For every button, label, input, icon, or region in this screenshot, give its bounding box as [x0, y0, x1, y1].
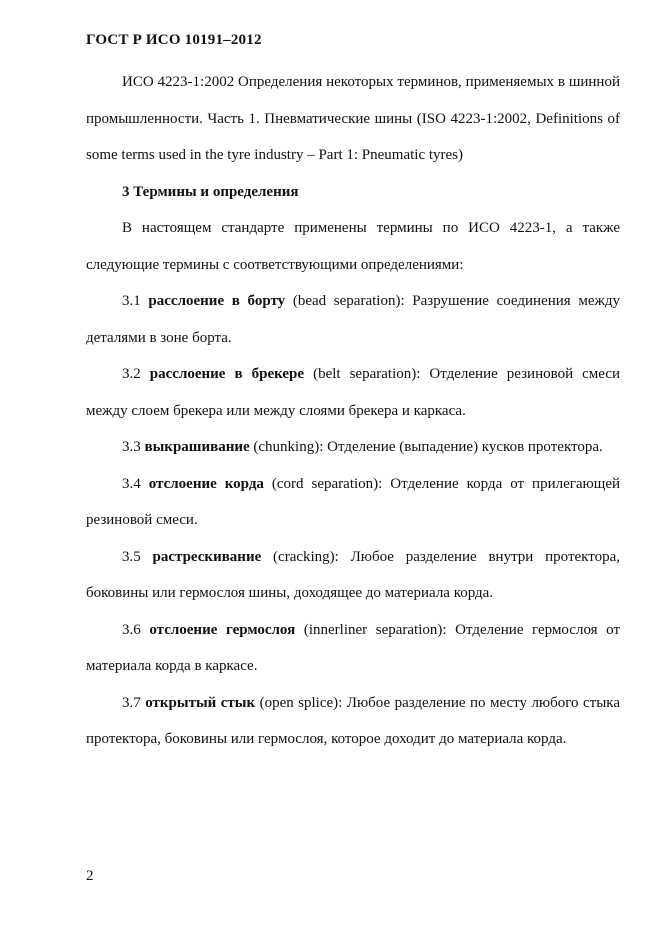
- term-number: 3.7: [122, 694, 141, 711]
- term-number: 3.4: [122, 475, 141, 492]
- term-item: [86, 283, 620, 356]
- term-name: выкрашивание: [144, 439, 250, 455]
- term-number: 3.3: [122, 439, 141, 455]
- term-definition: (open splice): Любое разделение по месту любого стыка протектора, боковины или гермослоя, которое доходит до материала корда.: [86, 694, 621, 747]
- term-definition: (chunking): Отделение (выпадение) кусков протектора.: [253, 439, 603, 455]
- term-definition: (belt separation): Отделение резиновой смеси между слоем брекера или между слоями брекера и каркаса.: [86, 366, 621, 419]
- term-definition: (cracking): Любое разделение внутри протектора, боковины или гермослоя шины, доходящее до материала корда.: [86, 548, 621, 601]
- term-number: 3.1: [122, 293, 141, 309]
- document-header: ГОСТ Р ИСО 10191–2012: [86, 32, 262, 48]
- term-name: расслоение в брекере: [149, 366, 305, 382]
- term-name: расслоение в борту: [148, 293, 286, 309]
- term-number: 3.2: [122, 366, 141, 382]
- term-number: 3.5: [122, 548, 141, 565]
- section-heading: 3 Термины и определения: [122, 183, 299, 200]
- term-name: отслоение гермослоя: [149, 621, 296, 638]
- page-number: 2: [86, 868, 94, 884]
- term-item: [86, 685, 620, 758]
- term-item: [86, 356, 620, 429]
- term-item: [86, 466, 620, 539]
- term-definition: (innerliner separation): Отделение гермослоя от материала корда в каркасе.: [86, 621, 621, 674]
- document-body: [86, 64, 620, 758]
- reference-paragraph: ИСО 4223-1:2002 Определения некоторых терминов, применяемых в шинной промышленности. Часть 1. Пневматические шины (ISO 4223-1:2002, Definitions of some terms used in the tyre industry – Part 1: Pneumatic tyres): [86, 74, 620, 163]
- term-item: [86, 539, 620, 612]
- section-intro: В настоящем стандарте применены термины по ИСО 4223-1, а также следующие термины с соответствующими определениями:: [86, 220, 620, 273]
- term-item: [86, 429, 620, 466]
- term-definition: (cord separation): Отделение корда от прилегающей резиновой смеси.: [86, 475, 620, 528]
- term-number: 3.6: [122, 621, 141, 638]
- term-name: открытый стык: [145, 694, 256, 711]
- term-name: растрескивание: [152, 548, 262, 565]
- term-definition: (bead separation): Разрушение соединения между деталями в зоне борта.: [86, 293, 620, 346]
- term-name: отслоение корда: [148, 475, 264, 492]
- term-item: [86, 612, 620, 685]
